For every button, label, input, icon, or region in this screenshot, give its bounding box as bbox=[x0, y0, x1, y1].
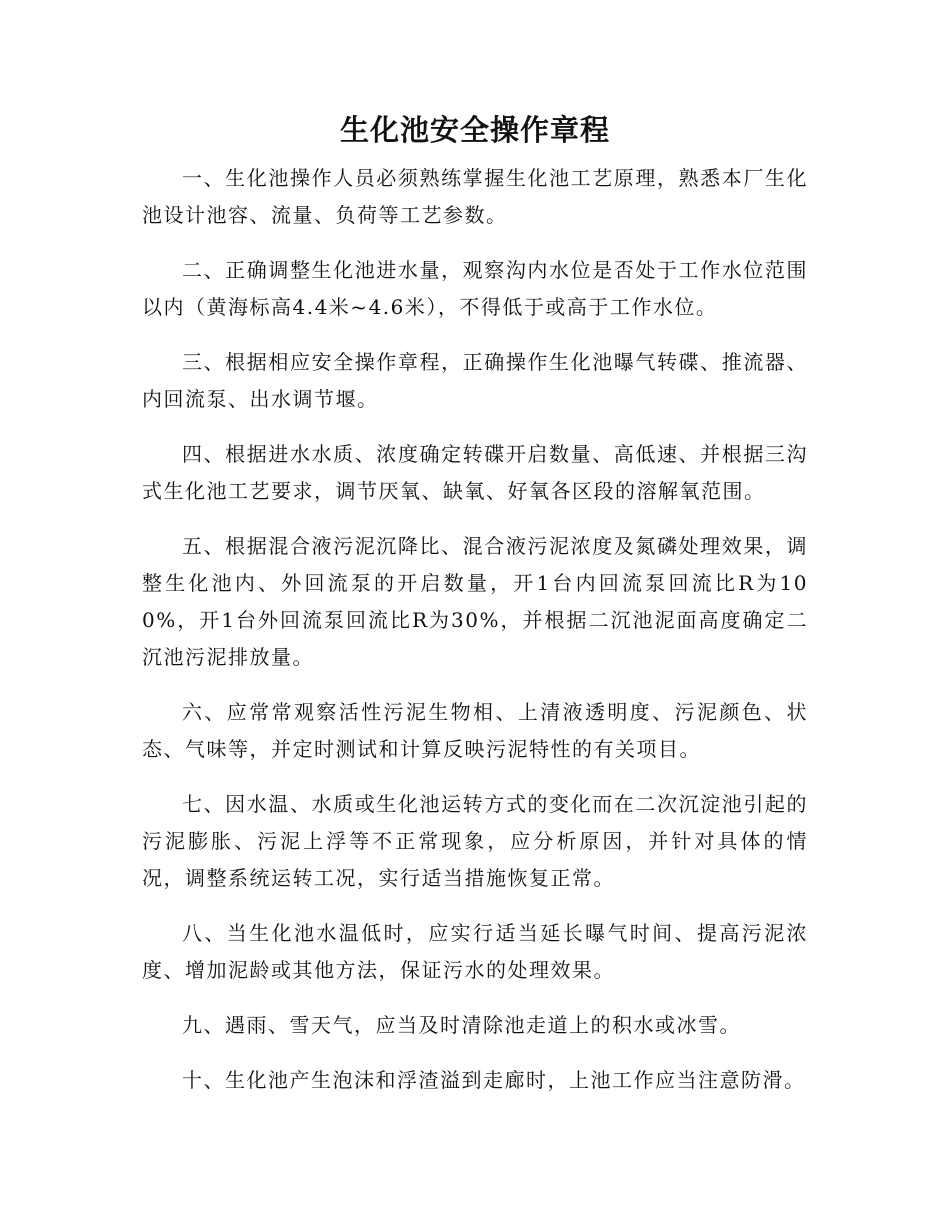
paragraph-9: 九、遇雨、雪天气，应当及时清除池走道上的积水或冰雪。 bbox=[182, 1013, 741, 1037]
paragraph-7: 七、因水温、水质或生化池运转方式的变化而在二次沉淀池引起的污泥膨胀、污泥上浮等不正常现象，应分析原因，并针对具体的情况，调整系统运转工况，实行适当措施恢复正常。 bbox=[142, 792, 808, 890]
page-title: 生化池安全操作章程 bbox=[339, 113, 610, 147]
paragraph-10: 十、生化池产生泡沫和浮渣溢到走廊时，上池工作应当注意防滑。 bbox=[182, 1068, 806, 1092]
paragraph-4: 四、根据进水水质、浓度确定转碟开启数量、高低速、并根据三沟式生化池工艺要求，调节厌氧、缺氧、好氧各区段的溶解氧范围。 bbox=[142, 442, 808, 503]
paragraph-6: 六、应常常观察活性污泥生物相、上清液透明度、污泥颜色、状态、气味等，并定时测试和计算反映污泥特性的有关项目。 bbox=[142, 700, 808, 761]
paragraph-8: 八、当生化池水温低时，应实行适当延长曝气时间、提高污泥浓度、增加泥龄或其他方法，保证污水的处理效果。 bbox=[142, 921, 808, 982]
paragraph-1: 一、生化池操作人员必须熟练掌握生化池工艺原理，熟悉本厂生化池设计池容、流量、负荷等工艺参数。 bbox=[142, 166, 808, 227]
paragraph-5: 五、根据混合液污泥沉降比、混合液污泥浓度及氮磷处理效果，调整生化池内、外回流泵的开启数量，开1台内回流泵回流比R为100%，开1台外回流泵回流比R为30%，并根据二沉池泥面高度确定二沉池污泥排放量。 bbox=[142, 534, 808, 669]
paragraph-3: 三、根据相应安全操作章程，正确操作生化池曝气转碟、推流器、内回流泵、出水调节堰。 bbox=[142, 350, 808, 411]
paragraph-2: 二、正确调整生化池进水量，观察沟内水位是否处于工作水位范围以内（黄海标高4.4米~4.6米），不得低于或高于工作水位。 bbox=[142, 258, 808, 319]
